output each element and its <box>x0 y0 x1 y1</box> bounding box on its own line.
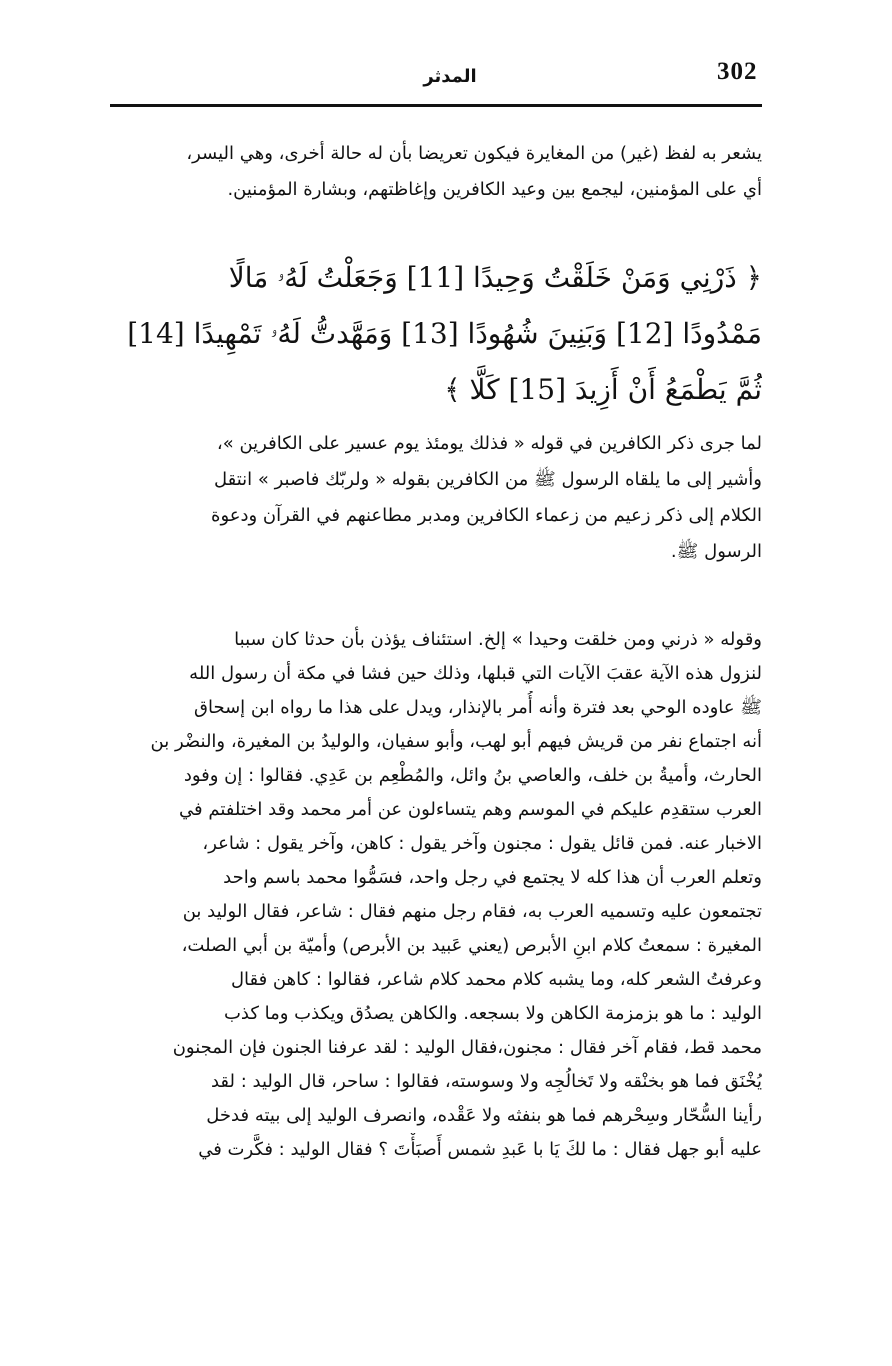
text-line: وقوله « ذرني ومن خلقت وحيدا » إلخ. استئناف يؤذن بأن حدثا كان سببا <box>234 629 762 650</box>
commentary-paragraph <box>108 623 762 1167</box>
running-title: المدثر <box>423 66 477 87</box>
text-line: أي على المؤمنين، ليجمع بين وعيد الكافرين وإغاظتهم، وبشارة المؤمنين. <box>227 179 762 200</box>
text-line: عليه أبو جهل فقال : ما لكَ يَا با عَبدِ شمس أَصبَأْتَ ؟ فقال الوليد : فكَّرت في <box>198 1139 762 1160</box>
text-line: الحارث، وأميةُ بن خلف، والعاصي بنُ وائل، والمُطْعِم بن عَدِي. فقالوا : إن وفود <box>183 765 762 786</box>
verse-line: ﴿ ذَرْنِي وَمَنْ خَلَقْتُ وَحِيدًا [11] وَجَعَلْتُ لَهُۥ مَالًا <box>228 261 762 294</box>
text-line: لما جرى ذكر الكافرين في قوله « فذلك يومئذ يوم عسير على الكافرين »، <box>216 433 762 454</box>
text-line: الوليد : ما هو بزمزمة الكاهن ولا بسجعه. والكاهن يصدُق ويكذب وما كذب <box>223 1003 762 1024</box>
text-line: رأينا السُّحّار وسِحْرهم فما هو بنفثه ولا عَقْده، وانصرف الوليد إلى بيته فدخل <box>206 1105 762 1126</box>
text-line: الكلام إلى ذكر زعيم من زعماء الكافرين ومدبر مطاعنهم في القرآن ودعوة <box>211 505 762 526</box>
text-line: الرسول ﷺ. <box>670 541 762 562</box>
text-line: يُخْنَق فما هو بخنْقه ولا تَخالُجِه ولا وسوسته، فقالوا : ساحر، قال الوليد : لقد <box>210 1071 762 1092</box>
page-number: 302 <box>717 58 758 85</box>
text-line: العرب ستقدِم عليكم في الموسم وهم يتساءلون عن أمر محمد وقد اختلفتم في <box>179 799 762 820</box>
verse-line: مَمْدُودًا [12] وَبَنِينَ شُهُودًا [13] وَمَهَّدتُّ لَهُۥ تَمْهِيدًا [14] <box>127 317 762 350</box>
text-line: أنه اجتماع نفر من قريش فيهم أبو لهب، وأبو سفيان، والوليدُ بن المغيرة، والنضْر بن <box>150 731 762 752</box>
quran-verses <box>108 250 762 418</box>
context-paragraph <box>108 426 762 570</box>
intro-paragraph <box>108 136 762 208</box>
text-line: يشعر به لفظ (غير) من المغايرة فيكون تعريضا بأن له حالة أخرى، وهي اليسر، <box>186 143 762 164</box>
header-rule <box>110 104 762 107</box>
text-line: ﷺ عاوده الوحي بعد فترة وأنه أُمر بالإنذار، ويدل على هذا ما رواه ابن إسحاق <box>194 697 762 718</box>
text-line: لنزول هذه الآية عقبَ الآيات التي قبلها، وذلك حين فشا في مكة أن رسول الله <box>189 663 762 684</box>
text-line: وعرفتُ الشعر كله، وما يشبه كلام محمد كلام شاعر، فقالوا : كاهن فقال <box>230 969 762 990</box>
text-line: الاخبار عنه. فمن قائل يقول : مجنون وآخر يقول : كاهن، وآخر يقول : شاعر، <box>202 833 762 854</box>
text-line: المغيرة : سمعتُ كلام ابنِ الأبرص (يعني عَبيد بن الأبرص) وأميّة بن أبي الصلت، <box>181 935 762 956</box>
text-line: وتعلم العرب أن هذا كله لا يجتمع في رجل واحد، فسَمُّوا محمد باسم واحد <box>223 867 762 888</box>
text-line: تجتمعون عليه وتسميه العرب به، فقام رجل منهم فقال : شاعر، فقال الوليد بن <box>182 901 762 922</box>
text-line: محمد قط، فقام آخر فقال : مجنون،فقال الوليد : لقد عرفنا الجنون فإن المجنون <box>172 1037 762 1058</box>
text-line: وأشير إلى ما يلقاه الرسول ﷺ من الكافرين بقوله « ولربّك فاصبر » انتقل <box>213 469 762 490</box>
verse-line: ثُمَّ يَطْمَعُ أَنْ أَزِيدَ [15] كَلَّا ﴾ <box>444 373 762 406</box>
